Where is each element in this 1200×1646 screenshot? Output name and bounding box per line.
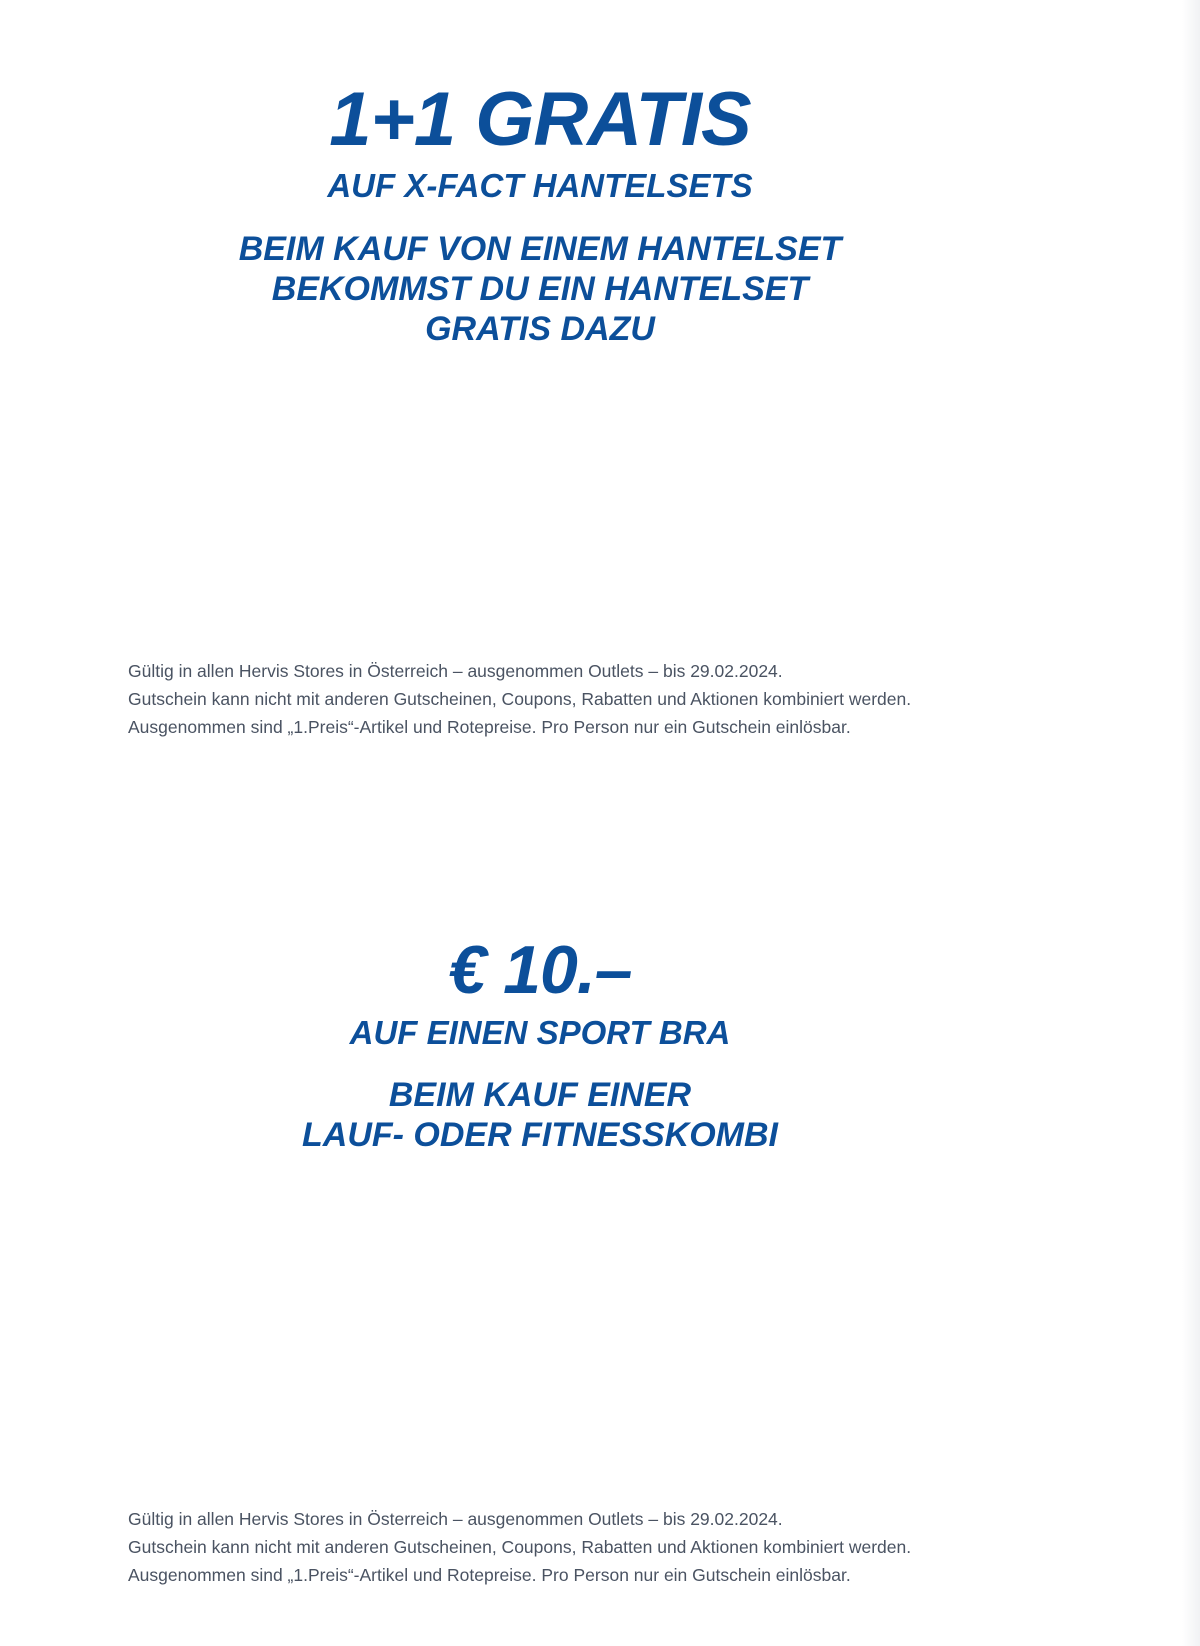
coupon-terms (128, 1505, 1128, 1589)
coupon-terms-line: Gutschein kann nicht mit anderen Gutscheinen, Coupons, Rabatten und Aktionen kombiniert werden. (128, 689, 912, 709)
coupon-subheadline: AUF EINEN SPORT BRA (349, 1014, 731, 1051)
page-edge-shadow (1182, 0, 1200, 1646)
coupon-headline: 1+1 GRATIS (329, 77, 751, 162)
coupon-details-line: GRATIS DAZU (425, 310, 655, 348)
coupon-terms-line: Ausgenommen sind „1.Preis“-Artikel und Rotepreise. Pro Person nur ein Gutschein einlösbar. (128, 1565, 851, 1585)
coupon-details-line: BEIM KAUF VON EINEM HANTELSET (238, 230, 842, 268)
coupon-details (0, 229, 1080, 349)
coupon-terms (128, 657, 1128, 741)
coupon-details-line: LAUF- ODER FITNESSKOMBI (302, 1116, 778, 1154)
coupon-terms-line: Gültig in allen Hervis Stores in Österreich – ausgenommen Outlets – bis 29.02.2024. (128, 1509, 783, 1529)
coupon-details-line: BEKOMMST DU EIN HANTELSET (271, 270, 809, 308)
coupon-terms-line: Ausgenommen sind „1.Preis“-Artikel und Rotepreise. Pro Person nur ein Gutschein einlösbar. (128, 717, 851, 737)
coupon-headline: € 10.– (448, 932, 632, 1008)
coupon-details (0, 1075, 1080, 1155)
coupon-terms-line: Gutschein kann nicht mit anderen Gutscheinen, Coupons, Rabatten und Aktionen kombiniert werden. (128, 1537, 912, 1557)
coupon-subheadline: AUF X-FACT HANTELSETS (327, 167, 753, 204)
coupon-terms-line: Gültig in allen Hervis Stores in Österreich – ausgenommen Outlets – bis 29.02.2024. (128, 661, 783, 681)
coupon-sport-bra (0, 800, 1180, 1646)
coupon-details-line: BEIM KAUF EINER (388, 1076, 692, 1114)
coupon-hantelsets (0, 0, 1180, 800)
